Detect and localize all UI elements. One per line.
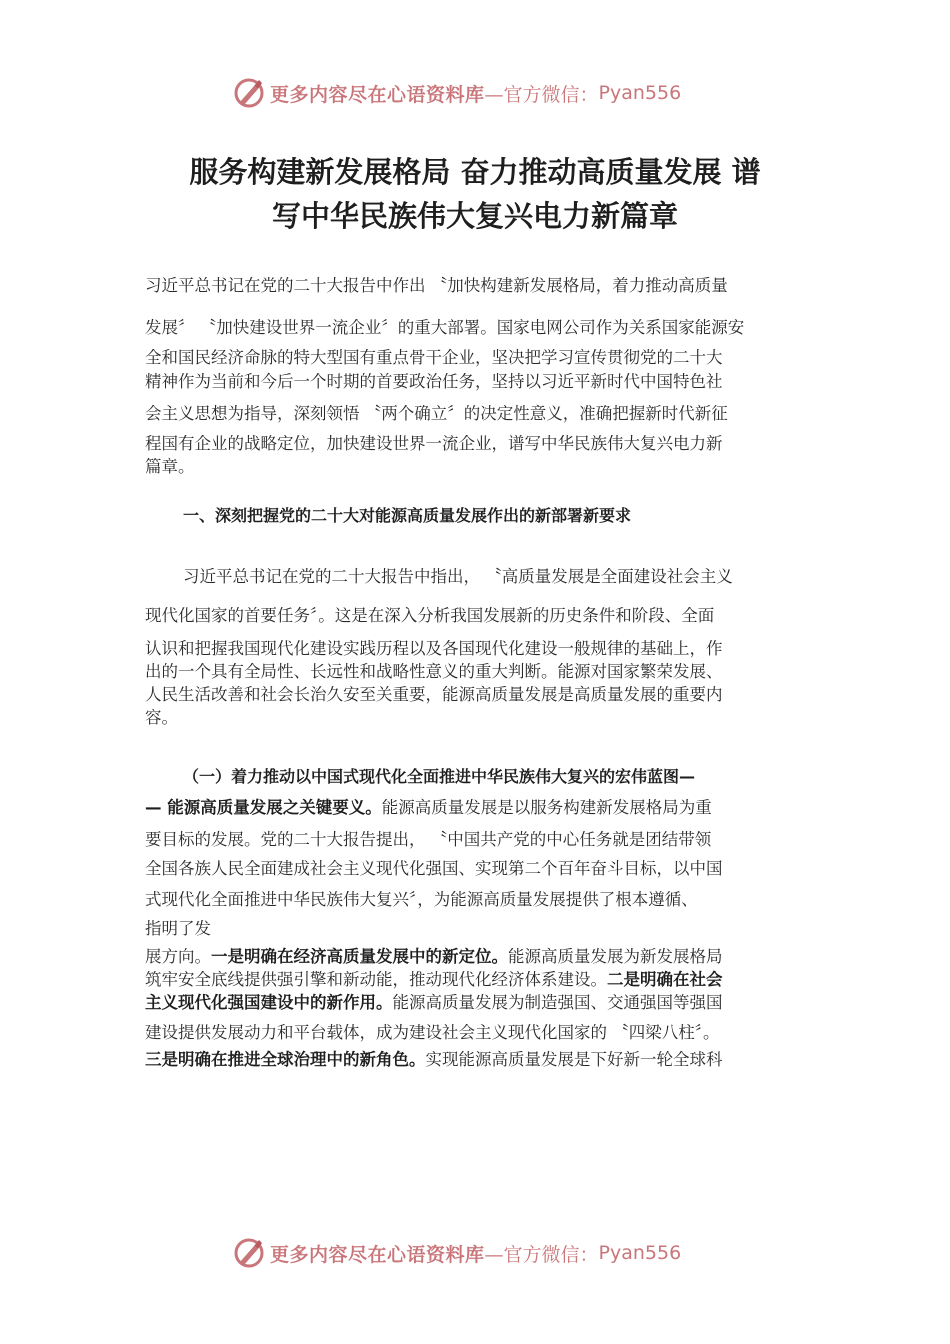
watermark-wechat-id: Pyan556 xyxy=(598,1242,682,1264)
pen-logo-icon xyxy=(232,76,266,110)
header-watermark xyxy=(232,76,681,110)
intro-line: 篇章。 xyxy=(145,457,195,476)
section-line: 人民生活改善和社会长治久安至关重要，能源高质量发展是高质量发展的重要内 xyxy=(145,685,723,704)
subsection-line: — 能源高质量发展之关键要义。能源高质量发展是以服务构建新发展格局为重 xyxy=(145,798,712,817)
key-point-3: 三是明确在推进全球治理中的新角色。 xyxy=(145,1050,426,1069)
watermark-text: 更多内容尽在心语资料库 xyxy=(270,1243,485,1266)
intro-line: 习近平总书记在党的二十大报告中作出 〝加快构建新发展格局，着力推动高质量 xyxy=(145,276,728,295)
subsection-line: 全国各族人民全面建成社会主义现代化强国、实现第二个百年奋斗目标，以中国 xyxy=(145,859,723,878)
key-point-2: 二是明确在社会 xyxy=(607,970,723,989)
watermark-wechat-id: Pyan556 xyxy=(598,82,682,104)
section-line: 认识和把握我国现代化建设实践历程以及各国现代化建设一般规律的基础上，作 xyxy=(145,639,723,658)
key-point-2-cont: 主义现代化强国建设中的新作用。 xyxy=(145,993,393,1012)
section-line: 习近平总书记在党的二十大报告中指出， 〝高质量发展是全面建设社会主义 xyxy=(183,567,733,586)
watermark-separator: —官方微信： xyxy=(484,1243,599,1266)
intro-line: 全和国民经济命脉的特大型国有重点骨干企业，坚决把学习宣传贯彻党的二十大 xyxy=(145,348,723,367)
subsection-line: 式现代化全面推进中华民族伟大复兴〞，为能源高质量发展提供了根本遵循、 xyxy=(145,890,698,909)
subsection-heading-line-2: — 能源高质量发展之关键要义。 xyxy=(145,798,382,817)
intro-line: 精神作为当前和今后一个时期的首要政治任务，坚持以习近平新时代中国特色社 xyxy=(145,372,723,391)
section-line: 容。 xyxy=(145,708,178,727)
subsection-line: 指明了发 xyxy=(145,919,211,938)
subsection-line: 展方向。一是明确在经济高质量发展中的新定位。能源高质量发展为新发展格局 xyxy=(145,947,723,966)
subsection-line: 建设提供发展动力和平台载体，成为建设社会主义现代化国家的 〝四梁八柱〞。 xyxy=(145,1023,720,1042)
section-heading: 一、深刻把握党的二十大对能源高质量发展作出的新部署新要求 xyxy=(183,506,632,525)
subsection-line: 要目标的发展。党的二十大报告提出， 〝中国共产党的中心任务就是团结带领 xyxy=(145,830,712,849)
pen-logo-icon xyxy=(232,1236,266,1270)
intro-line: 发展〞 〝加快建设世界一流企业〞的重大部署。国家电网公司作为关系国家能源安 xyxy=(145,318,745,337)
document-title-line-1: 服务构建新发展格局 奋力推动高质量发展 谱 xyxy=(189,155,761,189)
subsection-heading-line-1: （一）着力推动以中国式现代化全面推进中华民族伟大复兴的宏伟蓝图— xyxy=(183,767,696,786)
section-line: 现代化国家的首要任务〞。这是在深入分析我国发展新的历史条件和阶段、全面 xyxy=(145,606,715,625)
subsection-line: 三是明确在推进全球治理中的新角色。实现能源高质量发展是下好新一轮全球科 xyxy=(145,1050,723,1069)
key-point-1: 一是明确在经济高质量发展中的新定位。 xyxy=(211,947,508,966)
section-line: 出的一个具有全局性、长远性和战略性意义的重大判断。能源对国家繁荣发展、 xyxy=(145,662,723,681)
intro-line: 会主义思想为指导，深刻领悟 〝两个确立〞的决定性意义，准确把握新时代新征 xyxy=(145,404,728,423)
watermark-text: 更多内容尽在心语资料库 xyxy=(270,83,485,106)
intro-line: 程国有企业的战略定位，加快建设世界一流企业，谱写中华民族伟大复兴电力新 xyxy=(145,434,723,453)
footer-watermark xyxy=(232,1236,681,1270)
watermark-separator: —官方微信： xyxy=(484,83,599,106)
subsection-line: 筑牢安全底线提供强引擎和新动能，推动现代化经济体系建设。二是明确在社会 xyxy=(145,970,723,989)
document-title-line-2: 写中华民族伟大复兴电力新篇章 xyxy=(271,199,678,233)
subsection-line: 主义现代化强国建设中的新作用。能源高质量发展为制造强国、交通强国等强国 xyxy=(145,993,723,1012)
